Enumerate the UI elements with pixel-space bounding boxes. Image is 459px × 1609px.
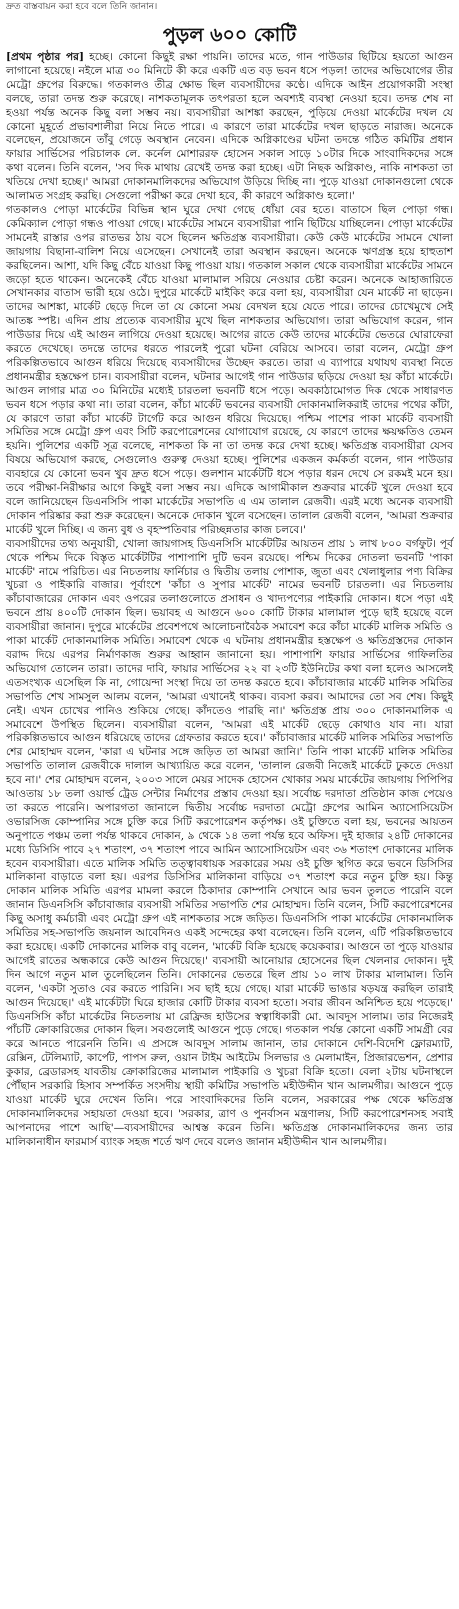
previous-article-tail: দ্রুত বাস্তবায়ন করা হবে বলে তিনি জানান। bbox=[6, 2, 158, 12]
newspaper-page bbox=[0, 1, 459, 1609]
paragraph-2: গতকালও পোড়া মার্কেটের বিভিন্ন স্থান ঘুরে দেখা গেছে ধোঁয়া বের হতে। বাতাসে ছিল পোড়া গন্ধ। কেমিক্যাল পোড়া গন্ধও পাওয়া গেছে। মার্কেটের সামনে ব্যবসায়ীরা পানি ছিটিয়ে যাচ্ছিলেন। পোড়া মার্কেটের সামনেই রাস্তার ওপর রাতভর ঠায় বসে ছিলেন ক্ষতিগ্রস্ত ব্যবসায়ীরা। কেউ কেউ মার্কেটের সামনে খোলা জায়গায় বিছানা-বালিশ নিয়ে এসেছেন। সেখানেই তারা অবস্থান করছেন। অনেকে ঋণগ্রস্ত হয়ে হাহুতাশ করছিলেন। আশা, যদি কিছু বেঁচে যাওয়া কিছু পাওয়া যায়। গতকাল সকাল থেকে ব্যবসায়ীরা মার্কেটের সামনে জড়ো হতে থাকেন। অনেকেই বেঁচে যাওয়া মালামাল সরিয়ে নেওয়ার চেষ্টা করেন। অনেকে আহাজারিতে সেখানকার বাতাস ভারী হয়ে ওঠে। দুপুরে মার্কেটে মাইকিং করে বলা হয়, ব্যবসায়ীরা যেন মার্কেট না ছাড়েন। তাদের আশঙ্কা, মার্কেট ছেড়ে দিলে তা যে কোনো সময় বেদখল হয়ে যেতে পারে। তাদের চোখেমুখে সেই আতঙ্ক স্পষ্ট। এদিন প্রায় প্রত্যেক ব্যবসায়ীর মুখে ছিল নাশকতার অভিযোগ। তারা অভিযোগ করেন, গান পাউডার দিয়ে এই আগুন লাগিয়ে দেওয়া হয়েছে। আগের রাতে কেউ তাদের মার্কেটের ভেতরে ঘোরাফেরা করতে দেখেছে। তদন্তে তাদের ধরতে পারলেই পুরো ঘটনা বেরিয়ে আসবে। তারা বলেন, মেট্রো গ্রুপ পরিকল্পিতভাবে আগুন ধরিয়ে দিয়েছে ব্যবসায়ীদের উচ্ছেদ করতে। তারা এ ব্যাপারে যথাযথ ব্যবস্থা নিতে প্রধানমন্ত্রীর হস্তক্ষেপ চান। ব্যবসায়ীরা বলেন, ঘটনার আগেই গান পাউডার ছড়িয়ে দেওয়া হয় কাঁচা মার্কেটে। আগুন লাগার মাত্র ৩০ মিনিটের মধ্যেই চারতলা ভবনটি ধসে পড়ে। অবকাঠামোগত দিক থেকে সাধারণত ভবন ধসে পড়ার কথা না। তারা বলেন, কাঁচা মার্কেট ভবনের ব্যবসায়ী দোকানমালিকরাই তাদের পথের কাঁটা, যে কারণে তারা কাঁচা মার্কেট টার্গেট করে আগুন ধরিয়ে দিয়েছে। পশ্চিম পাশের পাকা মার্কেট ব্যবসায়ী সমিতির সঙ্গে মেট্রো গ্রুপ এবং সিটি করপোরেশনের যোগাযোগ রয়েছে, যে কারণে তাদের ক্ষয়ক্ষতিও তেমন হয়নি। পুলিশের একটি সূত্র বলেছে, নাশকতা কি না তা তদন্ত করে দেখা হচ্ছে। ক্ষতিগ্রস্ত ব্যবসায়ীরা যেসব বিষয়ে অভিযোগ করছে, সেগুলোও গুরুত্ব দেওয়া হচ্ছে। পুলিশের একজন কর্মকর্তা বলেন, গান পাউডার ব্যবহারে যে কোনো ভবন খুব দ্রুত ধসে পড়ে। গুলশান মার্কেটটি ধসে পড়ার ধরন দেখে সে রকমই মনে হয়। তবে পরীক্ষা-নিরীক্ষার আগে কিছুই বলা সম্ভব নয়। এদিকে আগামীকাল শুক্রবার মার্কেট খুলে দেওয়া হবে বলে জানিয়েছেন ডিএনসিসি পাকা মার্কেটের সভাপতি এ এম তালাল রেজবী। এরই মধ্যে অনেক ব্যবসায়ী দোকান পরিষ্কার করা শুরু করেছেন। অনেকে দোকান খুলে বসেছেন। তালাল রেজবী বলেন, 'আমরা শুক্রবার মার্কেট খুলে দিচ্ছি। এ জন্য বুধ ও বৃহস্পতিবার পরিচ্ছন্নতার কাজ চলবে।' bbox=[6, 203, 453, 536]
paragraph-text: হচ্ছে। কোনো কিছুই রক্ষা পায়নি। তাদের মতে, গান পাউডার ছিটিয়ে হয়তো আগুন লাগানো হয়েছে। নইলে মাত্র ৩০ মিনিটে কী করে একটি এত বড় ভবন ধসে পড়ল! তাদের অভিযোগের তীর মেট্রো গ্রুপের বিরুদ্ধে। গতকালও তীব্র ক্ষোভ ছিল ব্যবসায়ীদের কণ্ঠে। এদিকে আইন প্রয়োগকারী সংস্থা বলছে, তারা তদন্ত শুরু করেছে। নাশকতামূলক তৎপরতা হলে অবশ্যই ব্যবস্থা নেওয়া হবে। তদন্ত শেষ না হওয়া পর্যন্ত অনেক কিছু বলা সম্ভব নয়। ব্যবসায়ীরা আশঙ্কা করছেন, পুড়িয়ে দেওয়া মার্কেটের দখল যে কোনো মুহূর্তে প্রভাবশালীরা নিয়ে নিতে পারে। এ কারণে তারা মার্কেটের দখল ছাড়তে নারাজ। অনেকে বলেছেন, প্রয়োজনে তাঁবু গেড়ে অবস্থান নেবেন। এদিকে অগ্নিকাণ্ডের ঘটনা তদন্তে গঠিত কমিটির প্রধান ফায়ার সার্ভিসের পরিচালক লে. কর্নেল মোশাররফ হোসেন সকাল সাড়ে ১০টার দিকে সাংবাদিকদের সঙ্গে কথা বলেন। তিনি বলেন, 'সব দিক মাথায় রেখেই তদন্ত করা হচ্ছে। এটা নিছক অগ্নিকাণ্ড, নাকি নাশকতা তা খতিয়ে দেখা হচ্ছে।' আমরা দোকানমালিকদের অভিযোগ উড়িয়ে দিচ্ছি না। পুড়ে যাওয়া দোকানগুলো থেকে আলামত সংগ্রহ করছি। সেগুলো পরীক্ষা করে দেখা হবে, কী কারণে অগ্নিকাণ্ড হলো।' bbox=[6, 51, 454, 203]
article-headline: পুড়ল ৬০০ কোটি bbox=[162, 24, 297, 46]
paragraph-1 bbox=[6, 51, 453, 204]
paragraph-3: ব্যবসায়ীদের তথ্য অনুযায়ী, খোলা জায়গাসহ ডিএনসিসি মার্কেটটির আয়তন প্রায় ১ লাখ ৮০০ বর্গফুট। পূর্ব থেকে পশ্চিম দিকে বিস্তৃত মার্কেটটির পাশাপাশি দুটি ভবন রয়েছে। পশ্চিম দিকের দোতলা ভবনটি 'পাকা মার্কেট' নামে পরিচিত। এর নিচতলায় ফার্নিচার ও দ্বিতীয় তলায় পোশাক, জুতা এবং খেলাধুলার পণ্য বিক্রির খুচরা ও পাইকারি বাজার। পূর্বাংশে 'কাঁচা ও সুপার মার্কেট' নামের ভবনটি চারতলা। এর নিচতলায় কাঁচাবাজারের দোকান এবং ওপরের তলাগুলোতে প্রসাধন ও খাদ্যপণ্যের পাইকারি দোকান। ধসে পড়া এই ভবনে প্রায় ৪০০টি দোকান ছিল। ভয়াবহ এ আগুনে ৬০০ কোটি টাকার মালামাল পুড়ে ছাই হয়েছে বলে ব্যবসায়ীরা জানান। দুপুরে মার্কেটের প্রবেশপথে আলোচনাবৈঠক সমাবেশ করে কাঁচা মার্কেট মালিক সমিতি ও পাকা মার্কেট দোকানমালিক সমিতি। সমাবেশ থেকে এ ঘটনায় প্রধানমন্ত্রীর হস্তক্ষেপ ও ক্ষতিগ্রস্তদের দোকান বরাদ্দ দিয়ে এরপর নির্মাণকাজ শুরুর আহ্বান জানানো হয়। পাশাপাশি ফায়ার সার্ভিসের গাফিলতির অভিযোগ তোলেন তারা। তাদের দাবি, ফায়ার সার্ভিসের ২২ বা ২৩টি ইউনিটের কথা বলা হলেও আসলেই এতসংখ্যক এসেছিল কি না, গোয়েন্দা সংস্থা দিয়ে তা তদন্ত করতে হবে। কাঁচাবাজার মার্কেট মালিক সমিতির সভাপতি শেখ সামসুল আলম বলেন, 'আমরা এখানেই থাকব। ব্যবসা করব। আমাদের তো সব শেষ। কিছুই নেই। এখন চোখের পানিও শুকিয়ে গেছে। কাঁদতেও পারছি না।' ক্ষতিগ্রস্ত প্রায় ৩০০ দোকানমালিক এ সমাবেশে উপস্থিত ছিলেন। ব্যবসায়ীরা বলেন, 'আমরা এই মার্কেট ছেড়ে কোথাও যাব না। যারা পরিকল্পিতভাবে আগুন ধরিয়েছে তাদের গ্রেফতার করতে হবে।' কাঁচাবাজার মার্কেট মালিক সমিতির সভাপতি শের মোহাম্মদ বলেন, 'কারা এ ঘটনার সঙ্গে জড়িত তা আমরা জানি।' তিনি পাকা মার্কেট মালিক সমিতির সভাপতি তালাল রেজবীকে দালাল আখ্যায়িত করে বলেন, 'তালাল রেজবী নিজেই মার্কেটে ঢুকতে দেওয়া হবে না।' শের মোহাম্মদ বলেন, ২০০৩ সালে মেয়র সাদেক হোসেন খোকার সময় মার্কেটের জায়গায় পিপিপির আওতায় ১৮ তলা ওয়ার্ল্ড ট্রেড সেন্টার নির্মাণের প্রস্তাব দেওয়া হয়। সর্বোচ্চ দরদাতা প্রতিষ্ঠান কাজ পেয়েও তা করতে পারেনি। অপারগতা জানালে দ্বিতীয় সর্বোচ্চ দরদাতা মেট্রো গ্রুপের আমিন অ্যাসোসিয়েটস ওভারসিজ কোম্পানির সঙ্গে চুক্তি করে সিটি করপোরেশন কর্তৃপক্ষ। ওই চুক্তিতে বলা হয়, ভবনের আয়তন অনুপাতে পঞ্চম তলা পর্যন্ত থাকবে দোকান, ৯ থেকে ১৪ তলা পর্যন্ত হবে অফিস। দুই হাজার ২৪টি দোকানের মধ্যে ডিসিসি পাবে ২৭ শতাংশ, ৩৭ শতাংশ পাবে আমিন অ্যাসোসিয়েটস এবং ৩৬ শতাংশ দোকানের মালিক হবেন ব্যবসায়ীরা। এতে মালিক সমিতি তত্ত্বাবধায়ক সরকারের সময় ওই চুক্তি স্থগিত করে ভবনে ডিসিসির মালিকানা বাড়াতে বলা হয়। এরপর ডিসিসির মালিকানা বাড়িয়ে ৩৭ শতাংশ করে নতুন চুক্তি হয়। কিন্তু দোকান মালিক সমিতি এরপর মামলা করলে ঠিকাদার কোম্পানি সেখানে আর ভবন তুলতে পারেনি বলে জানান ডিএনসিসি কাঁচাবাজার ব্যবসায়ী সমিতির সভাপতি শের মোহাম্মদ। তিনি বলেন, সিটি করপোরেশনের কিছু অসাধু কর্মচারী এবং মেট্রো গ্রুপ এই নাশকতার সঙ্গে জড়িত। ডিএনসিসি পাকা মার্কেটের দোকানমালিক সমিতির সহ-সভাপতি জয়নাল আবেদিনও একই সন্দেহের কথা বলেছেন। তিনি বলেন, এটি পরিকল্পিতভাবে করা হয়েছে। একটি দোকানের মালিক বাবু বলেন, 'মার্কেট বিক্রি হয়েছে কয়েকবার। আগুনে তা পুড়ে যাওয়ার আগেই রাতের অন্ধকারে কেউ আগুন দিয়েছে।' ব্যবসায়ী আনোয়ার হোসেনের ছিল খেলনার দোকান। দুই দিন আগে নতুন মাল তুলেছিলেন তিনি। দোকানের ভেতরে ছিল প্রায় ১০ লাখ টাকার মালামাল। তিনি বলেন, 'একটা সুতাও বের করতে পারিনি। সব ছাই হয়ে গেছে। যারা মার্কেট ভাঙার ষড়যন্ত্র করছিল তারাই আগুন দিয়েছে।' এই মার্কেটটা ঘিরে হাজার কোটি টাকার ব্যবসা হতো। সবার জীবন অনিশ্চিত হয়ে পড়েছে।' ডিএনসিসি কাঁচা মার্কেটের নিচতলায় মা রেফ্রিজ হাউসের স্বত্বাধিকারী মো. আবদুস সালাম। তার নিজেরই পাঁচটি ক্রোকারিজের দোকান ছিল। সবগুলোই আগুনে পুড়ে গেছে। গতকাল পর্যন্ত কোনো একটি সামগ্রী বের করে আনতে পারেননি তিনি। এ প্রসঙ্গে আবদুস সালাম জানান, তার দোকানে দেশি-বিদেশি ফ্লোরম্যাট, রেক্সিন, টেলিম্যাট, কার্পেট, পাপস রুল, ওয়ান টাইম আইটেম সিলভার ও মেলামাইন, প্রিজারভেশন, প্রেশার কুকার, ব্রেডারসহ যাবতীয় ক্রোকারিজের মালামাল পাইকারি ও খুচরা বিক্রি হতো। বেলা ২টায় ঘটনাস্থলে পৌঁছান সরকারি হিসাব সম্পর্কিত সংসদীয় স্থায়ী কমিটির সভাপতি মহীউদ্দীন খান আলমগীর। আগুনে পুড়ে যাওয়া মার্কেট ঘুরে দেখেন তিনি। পরে সাংবাদিকদের তিনি বলেন, সরকারের পক্ষ থেকে ক্ষতিগ্রস্ত দোকানমালিকদের সহায়তা দেওয়া হবে। 'সরকার, ত্রাণ ও পুনর্বাসন মন্ত্রণালয়, সিটি করপোরেশনসহ সবাই আপনাদের পাশে আছি'—ব্যবসায়ীদের আশ্বস্ত করেন তিনি। ক্ষতিগ্রস্ত দোকানমালিকদের জন্য তার মালিকানাধীন ফারমার্স ব্যাংক সহজ শর্তে ঋণ দেবে বলেও জানান মহীউদ্দীন খান আলমগীর। bbox=[6, 537, 454, 1148]
article-body bbox=[6, 51, 453, 1150]
continuation-marker: [প্রথম পৃষ্ঠার পর] bbox=[6, 51, 84, 63]
